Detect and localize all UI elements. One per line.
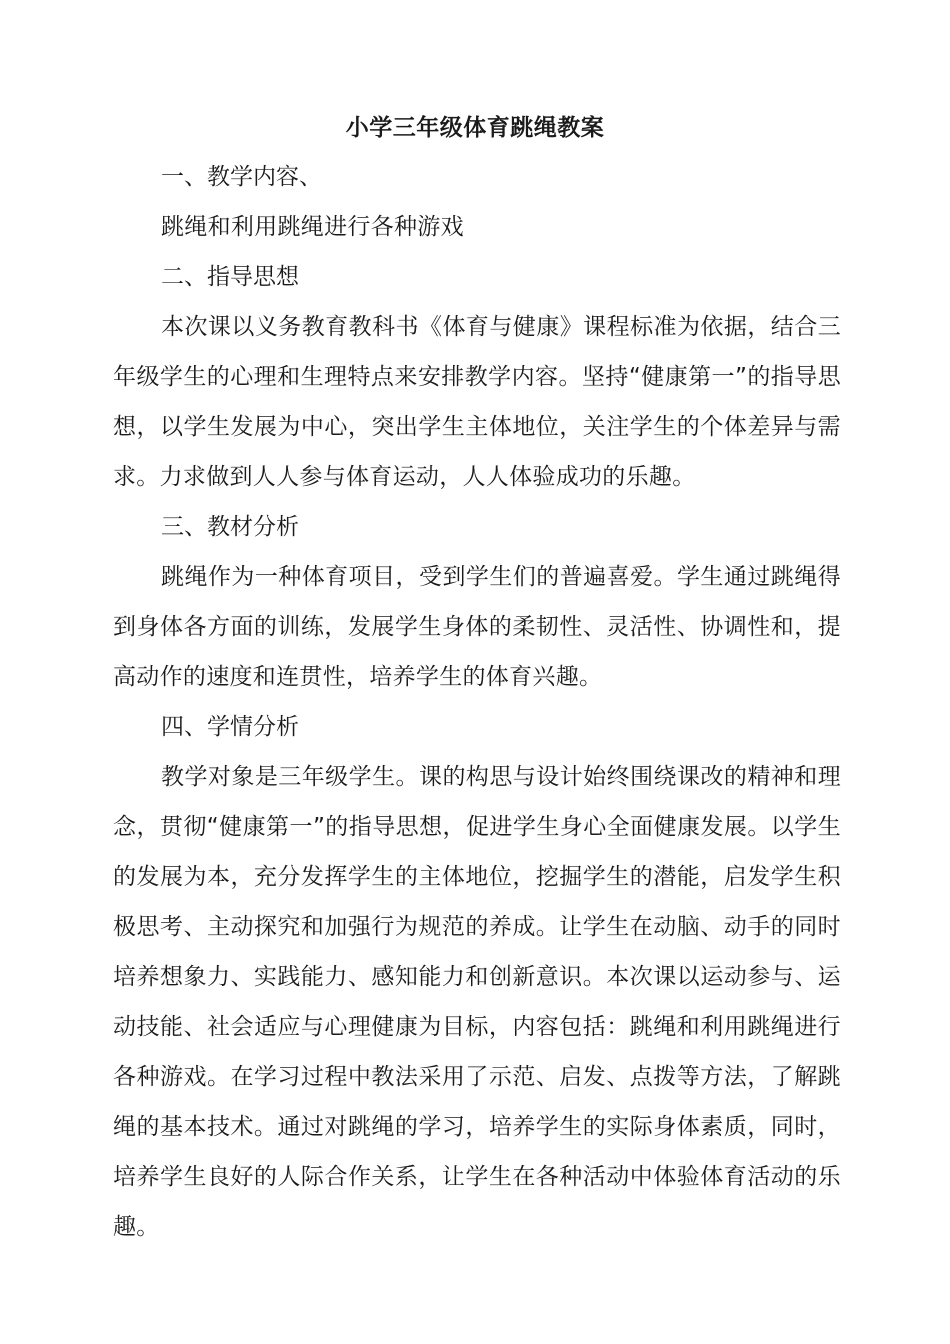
para-teaching-content: 跳绳和利用跳绳进行各种游戏 xyxy=(161,214,464,240)
para-student-analysis: 教学对象是三年级学生。课的构思与设计始终围绕课改的精神和理念，贯彻“健康第一”的指导思想，促进学生身心全面健康发展。以学生的发展为本，充分发挥学生的主体地位，挖掘学生的潜能，启发学生积极思考、主动探究和加强行为规范的养成。让学生在动脑、动手的同时培养想象力、实践能力、感知能力和创新意识。本次课以运动参与、运动技能、社会适应与心理健康为目标，内容包括：跳绳和利用跳绳进行各种游戏。在学习过程中教法采用了示范、启发、点拨等方法，了解跳绳的基本技术。通过对跳绳的学习，培养学生的实际身体素质，同时，培养学生良好的人际合作关系，让学生在各种活动中体验体育活动的乐趣。 xyxy=(113,764,841,1240)
heading-guiding-thought: 二、指导思想 xyxy=(161,264,299,290)
para-guiding-thought: 本次课以义务教育教科书《体育与健康》课程标准为依据，结合三年级学生的心理和生理特点来安排教学内容。坚持“健康第一”的指导思想，以学生发展为中心，突出学生主体地位，关注学生的个体差异与需求。力求做到人人参与体育运动，人人体验成功的乐趣。 xyxy=(113,314,841,490)
document-body xyxy=(113,152,841,1252)
heading-teaching-content: 一、教学内容、 xyxy=(161,164,322,190)
para-material-analysis: 跳绳作为一种体育项目，受到学生们的普遍喜爱。学生通过跳绳得到身体各方面的训练，发展学生身体的柔韧性、灵活性、协调性和，提高动作的速度和连贯性，培养学生的体育兴趣。 xyxy=(113,564,841,690)
document-title: 小学三年级体育跳绳教案 xyxy=(345,115,605,141)
heading-material-analysis: 三、教材分析 xyxy=(161,514,299,540)
heading-student-analysis: 四、学情分析 xyxy=(161,714,299,740)
